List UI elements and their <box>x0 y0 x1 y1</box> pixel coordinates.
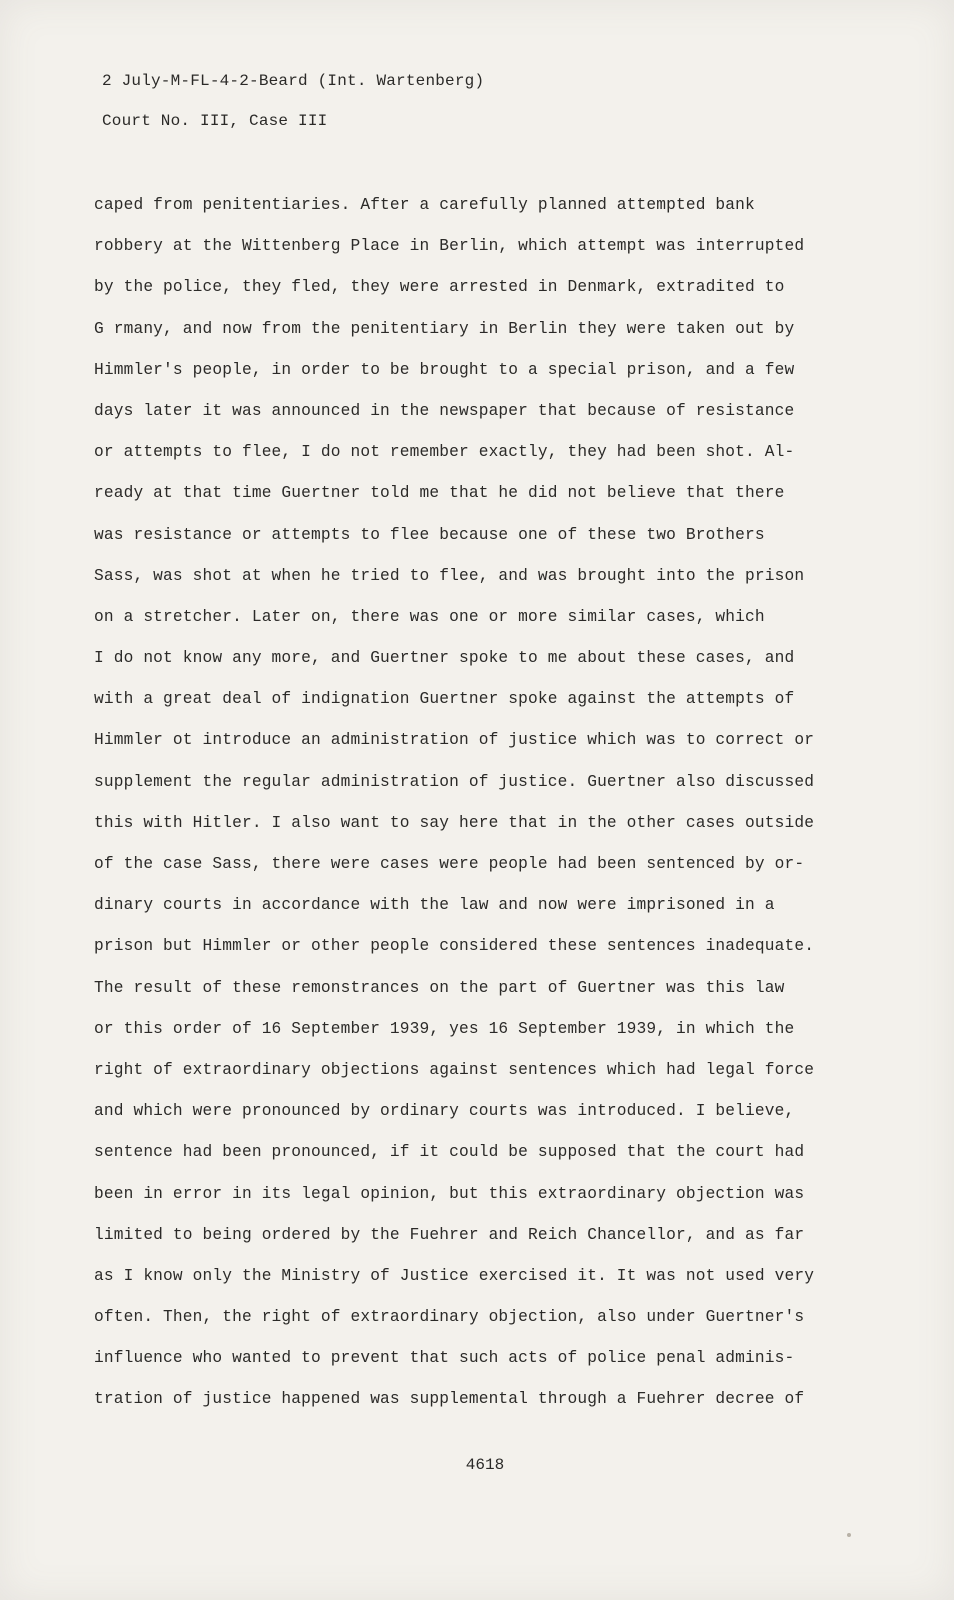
header-line-1: 2 July-M-FL-4-2-Beard (Int. Wartenberg) <box>102 72 485 90</box>
text-line: by the police, they fled, they were arrested in Denmark, extradited to <box>94 278 785 297</box>
text-line: or this order of 16 September 1939, yes 16 September 1939, in which the <box>94 1019 795 1038</box>
text-line: and which were pronounced by ordinary courts was introduced. I believe, <box>94 1102 795 1121</box>
text-line: supplement the regular administration of justice. Guertner also discussed <box>94 772 815 791</box>
paper-speck <box>847 1533 851 1537</box>
text-line: G rmany, and now from the penitentiary in Berlin they were taken out by <box>94 319 795 338</box>
text-line: this with Hitler. I also want to say here that in the other cases outside <box>94 813 815 832</box>
text-line: Himmler ot introduce an administration of justice which was to correct or <box>94 731 815 750</box>
text-line: right of extraordinary objections against sentences which had legal force <box>94 1060 815 1079</box>
text-line: ready at that time Guertner told me that he did not believe that there <box>94 484 785 503</box>
header-line-2: Court No. III, Case III <box>102 112 328 130</box>
text-line: prison but Himmler or other people considered these sentences inadequate. <box>94 937 815 956</box>
text-line: days later it was announced in the newspaper that because of resistance <box>94 401 795 420</box>
text-line: often. Then, the right of extraordinary objection, also under Guertner's <box>94 1308 805 1327</box>
text-line: dinary courts in accordance with the law and now were imprisoned in a <box>94 896 775 915</box>
text-line: sentence had been pronounced, if it could be supposed that the court had <box>94 1143 805 1162</box>
text-line: The result of these remonstrances on the part of Guertner was this law <box>94 978 785 997</box>
text-line: influence who wanted to prevent that such acts of police penal adminis- <box>94 1349 795 1368</box>
text-line: been in error in its legal opinion, but this extraordinary objection was <box>94 1184 805 1203</box>
page-number: 4618 <box>465 1456 505 1474</box>
text-line: with a great deal of indignation Guertner spoke against the attempts of <box>94 690 795 709</box>
text-line: was resistance or attempts to flee because one of these two Brothers <box>94 525 765 544</box>
text-line: on a stretcher. Later on, there was one or more similar cases, which <box>94 607 765 626</box>
text-line: caped from penitentiaries. After a carefully planned attempted bank <box>94 196 755 214</box>
text-line: Sass, was shot at when he tried to flee, and was brought into the prison <box>94 566 805 585</box>
text-line: robbery at the Wittenberg Place in Berlin, which attempt was interrupted <box>94 237 805 256</box>
text-line: Himmler's people, in order to be brought to a special prison, and a few <box>94 360 795 379</box>
text-line: of the case Sass, there were cases were people had been sentenced by or- <box>94 855 805 873</box>
text-line: limited to being ordered by the Fuehrer and Reich Chancellor, and as far <box>94 1225 805 1244</box>
transcript-body <box>94 193 854 1429</box>
text-line: tration of justice happened was supplemental through a Fuehrer decree of <box>94 1390 805 1409</box>
text-line: or attempts to flee, I do not remember exactly, they had been shot. Al- <box>94 443 795 462</box>
text-line: as I know only the Ministry of Justice exercised it. It was not used very <box>94 1266 815 1285</box>
text-line: I do not know any more, and Guertner spoke to me about these cases, and <box>94 649 795 668</box>
